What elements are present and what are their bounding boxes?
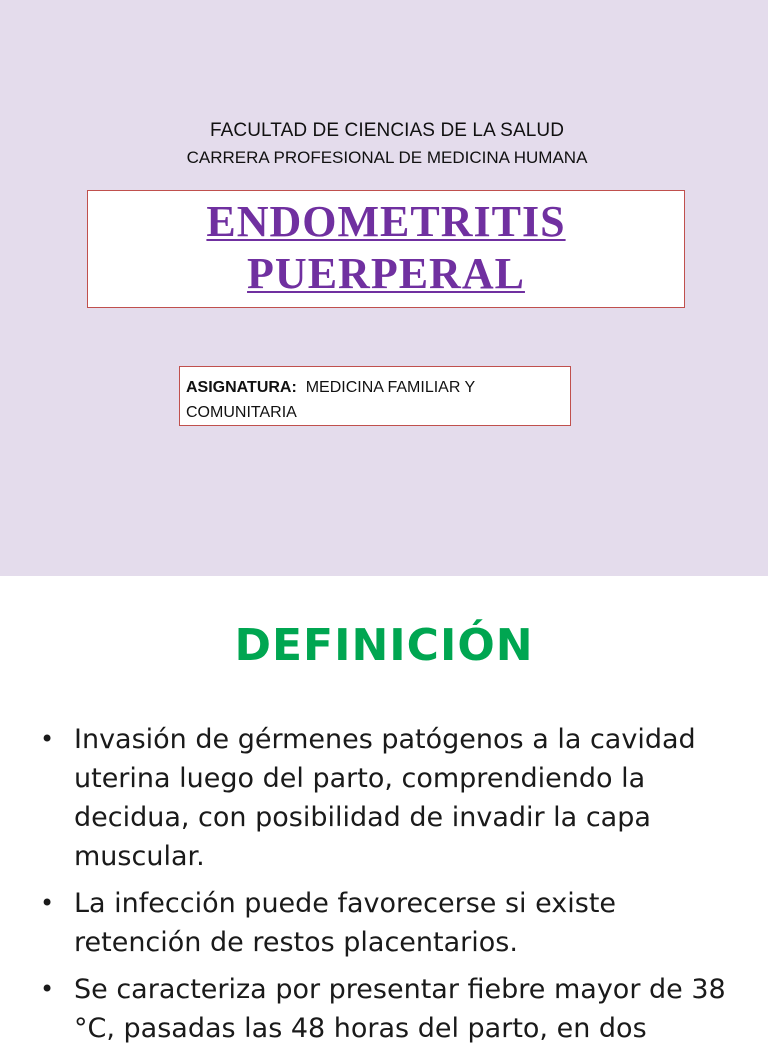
bullet-text: La infección puede favorecerse si existe retención de restos placentarios. [74,888,617,958]
list-item [40,720,740,876]
title-line-2: PUERPERAL [247,249,525,298]
faculty-name: FACULTAD DE CIENCIAS DE LA SALUD [209,120,565,141]
title-box [87,190,685,308]
subject-label: ASIGNATURA: [186,379,297,396]
definition-heading: DEFINICIÓN [234,620,534,671]
bullet-text: Se caracteriza por presentar fiebre mayor de 38 °C, pasadas las 48 horas del parto, en dos [74,974,726,1044]
bullet-icon: • [40,889,55,917]
list-item [40,970,740,1048]
definition-list [40,720,740,1056]
career-name: CARRERA PROFESIONAL DE MEDICINA HUMANA [186,148,588,167]
subject-value: MEDICINA FAMILIAR Y COMUNITARIA [186,379,475,421]
subject-box [179,366,571,426]
bullet-icon: • [40,975,55,1003]
bullet-icon: • [40,725,55,753]
list-item [40,884,740,962]
title-line-1: ENDOMETRITIS [206,197,566,246]
definition-slide [0,576,768,1044]
bullet-text: Invasión de gérmenes patógenos a la cavidad uterina luego del parto, comprendiendo la decidua, con posibilidad de invadir la capa muscular. [74,724,696,872]
